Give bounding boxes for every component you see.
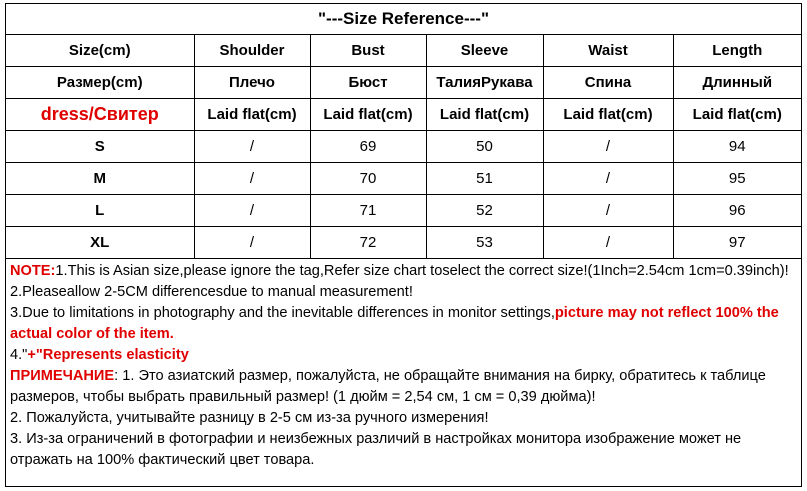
table-row	[6, 131, 801, 163]
column-header-ru: Размер(cm)	[6, 67, 194, 99]
length-value: 95	[673, 163, 801, 195]
column-header-ru: Спина	[543, 67, 673, 99]
method-cell: Laid flat(cm)	[543, 99, 673, 131]
size-label: XL	[6, 227, 194, 259]
table-row	[6, 227, 801, 259]
column-header: Size(cm)	[6, 35, 194, 67]
note-ru-1	[10, 366, 797, 408]
measurement-method-row	[6, 99, 801, 131]
shoulder-value: /	[194, 195, 310, 227]
size-label: S	[6, 131, 194, 163]
length-value: 94	[673, 131, 801, 163]
sleeve-value: 52	[426, 195, 543, 227]
note-3	[10, 303, 797, 345]
column-header-ru: Плечо	[194, 67, 310, 99]
table-row	[6, 195, 801, 227]
page-title: "---Size Reference---"	[6, 4, 801, 35]
note-4-number: 4."	[10, 347, 28, 363]
method-cell: Laid flat(cm)	[426, 99, 543, 131]
sleeve-value: 53	[426, 227, 543, 259]
waist-value: /	[543, 131, 673, 163]
note-3-text: 3.Due to limitations in photography and the inevitable differences in monitor settings,	[10, 305, 555, 321]
note-4-elasticity: +"Represents elasticity	[27, 347, 189, 363]
note-2: 2.Pleaseallow 2-5CM differencesdue to manual measurement!	[10, 284, 413, 300]
length-value: 97	[673, 227, 801, 259]
method-cell: Laid flat(cm)	[194, 99, 310, 131]
size-label: M	[6, 163, 194, 195]
column-header: Shoulder	[194, 35, 310, 67]
shoulder-value: /	[194, 163, 310, 195]
column-header-ru: Бюст	[310, 67, 426, 99]
method-cell: Laid flat(cm)	[673, 99, 801, 131]
note-ru-1-text: : 1. Это азиатский размер, пожалуйста, не обращайте внимания на бирку, обратитесь к таблице размеров, чтобы выбрать правильный размер! (1 дюйм = 2,54 см, 1 см = 0,39 дюйма)!	[10, 368, 766, 405]
note-ru-label: ПРИМЕЧАНИЕ	[10, 368, 115, 384]
note-3-warning: picture may not reflect 100% the actual color of the item.	[10, 305, 779, 342]
bust-value: 72	[310, 227, 426, 259]
waist-value: /	[543, 195, 673, 227]
header-row-russian	[6, 67, 801, 99]
header-row-english	[6, 35, 801, 67]
waist-value: /	[543, 163, 673, 195]
column-header: Length	[673, 35, 801, 67]
note-ru-2: 2. Пожалуйста, учитывайте разницу в 2-5 см из-за ручного измерения!	[10, 410, 489, 426]
column-header: Sleeve	[426, 35, 543, 67]
column-header-ru: Длинный	[673, 67, 801, 99]
bust-value: 71	[310, 195, 426, 227]
sleeve-value: 50	[426, 131, 543, 163]
column-header: Bust	[310, 35, 426, 67]
shoulder-value: /	[194, 131, 310, 163]
sleeve-value: 51	[426, 163, 543, 195]
column-header: Waist	[543, 35, 673, 67]
note-ru-3: 3. Из-за ограничений в фотографии и неизбежных различий в настройках монитора изображение может не отражать на 100% фактический цвет товара.	[10, 431, 742, 468]
note-1-text: 1.This is Asian size,please ignore the tag,Refer size chart toselect the correct size!(1Inch=2.54cm 1cm=0.39inch)!	[55, 263, 789, 279]
shoulder-value: /	[194, 227, 310, 259]
note-1	[10, 261, 797, 282]
note-label: NOTE:	[10, 263, 56, 279]
waist-value: /	[543, 227, 673, 259]
length-value: 96	[673, 195, 801, 227]
bust-value: 70	[310, 163, 426, 195]
garment-type-label: dress/Свитер	[6, 99, 194, 131]
size-label: L	[6, 195, 194, 227]
size-reference-sheet	[5, 3, 802, 487]
table-row	[6, 163, 801, 195]
bust-value: 69	[310, 131, 426, 163]
notes-section	[6, 259, 801, 471]
method-cell: Laid flat(cm)	[310, 99, 426, 131]
note-4	[10, 345, 797, 366]
size-table	[6, 35, 801, 259]
column-header-ru: ТалияРукава	[426, 67, 543, 99]
